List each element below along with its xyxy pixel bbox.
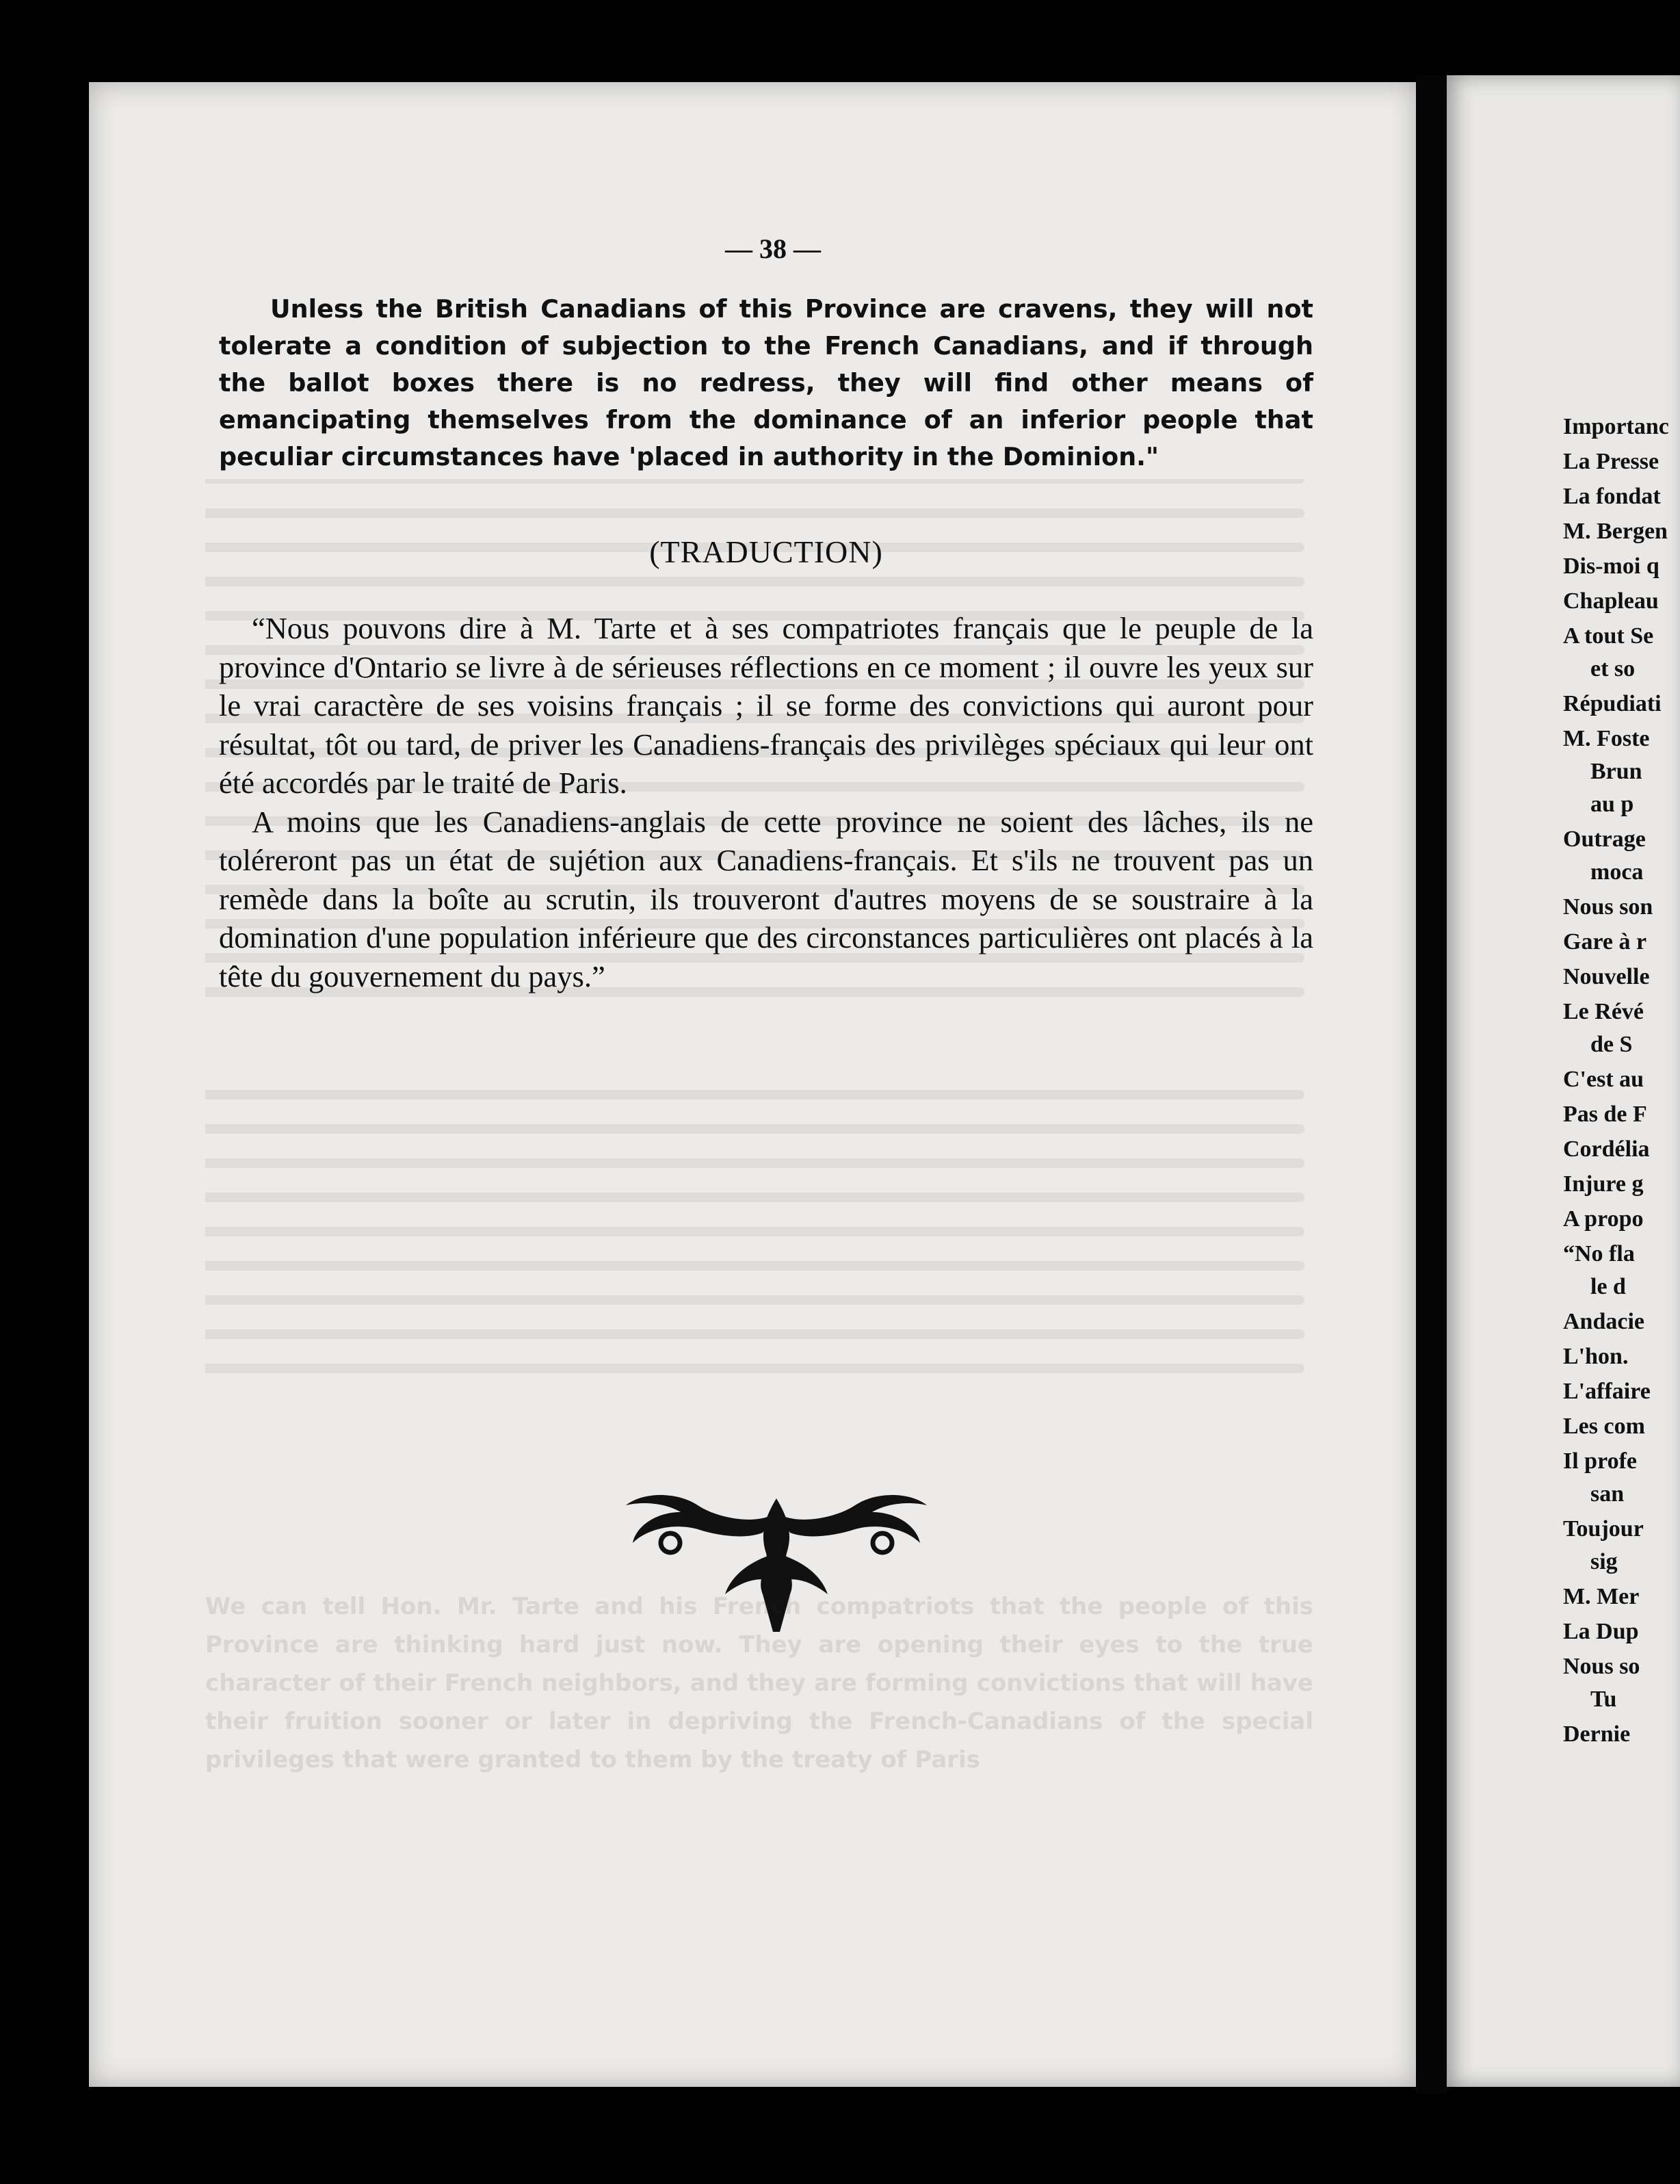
toc-entry-title: “No fla [1563, 1241, 1635, 1266]
toc-entry-title: Toujour [1563, 1516, 1644, 1542]
table-of-contents [1563, 411, 1680, 1753]
toc-entry-continuation: le d [1590, 1274, 1626, 1299]
toc-entry [1563, 1203, 1680, 1238]
toc-entry-title: C'est au [1563, 1067, 1644, 1092]
toc-entry [1563, 620, 1680, 688]
toc-entry-continuation: Brun [1590, 759, 1642, 784]
toc-entry [1563, 550, 1680, 585]
toc-entry [1563, 961, 1680, 996]
toc-entry-continuation: au p [1590, 792, 1634, 817]
toc-entry [1563, 585, 1680, 620]
toc-entry-continuation: de S [1590, 1032, 1633, 1057]
toc-entry-continuation: Tu [1590, 1687, 1617, 1712]
toc-entry-title: Il profe [1563, 1448, 1637, 1474]
toc-entry [1563, 445, 1680, 480]
book-gutter [1416, 75, 1447, 2094]
toc-entry [1563, 515, 1680, 550]
toc-entry [1563, 1305, 1680, 1340]
toc-entry-title: Nous son [1563, 894, 1653, 920]
toc-entry-title: Nous so [1563, 1654, 1640, 1679]
toc-entry [1563, 996, 1680, 1063]
toc-entry-title: Pas de F [1563, 1102, 1647, 1127]
toc-entry [1563, 688, 1680, 723]
toc-entry-title: Le Révé [1563, 999, 1644, 1024]
bleed-through-text: We can tell Hon. Mr. Tarte and his French compatriots that the people of this Province are thinking hard just now. They are opening their eyes to the true character of their French neighbors, and they are forming convictions that will have their fruition sooner or later in depriving the French-Canadians of the special privileges that were granted to them by the treaty of Paris [205, 1593, 1313, 1773]
toc-entry [1563, 1238, 1680, 1305]
toc-entry [1563, 723, 1680, 823]
french-paragraph-1: “Nous pouvons dire à M. Tarte et à ses compatriotes français que le peuple de la province d'Ontario se livre à de sérieuses réflections en ce moment ; il ouvre les yeux sur le vrai caractère de ses voisins français ; il se forme des convictions qui auront pour résultat, tôt ou tard, de priver les Canadiens-français des privilèges spéciaux qui leur ont été accordés par le traité de Paris. [219, 611, 1313, 800]
toc-entry [1563, 1718, 1680, 1753]
toc-entry [1563, 926, 1680, 961]
toc-entry-title: Chapleau [1563, 588, 1659, 614]
toc-entry [1563, 1650, 1680, 1718]
french-translation [219, 609, 1313, 996]
toc-entry-title: M. Bergen [1563, 519, 1668, 544]
toc-entry [1563, 1063, 1680, 1098]
page-number: — 38 — [725, 233, 821, 264]
toc-entry [1563, 1581, 1680, 1615]
toc-entry-title: La Dup [1563, 1619, 1639, 1644]
toc-entry-title: Cordélia [1563, 1136, 1650, 1162]
toc-entry [1563, 1168, 1680, 1203]
toc-entry [1563, 1340, 1680, 1375]
toc-entry-title: Outrage [1563, 827, 1646, 852]
toc-entry-continuation: sig [1590, 1549, 1618, 1574]
toc-entry [1563, 1513, 1680, 1581]
toc-entry-title: L'hon. [1563, 1344, 1629, 1369]
toc-entry [1563, 891, 1680, 926]
toc-entry-title: A propo [1563, 1206, 1644, 1232]
toc-entry-title: Les com [1563, 1414, 1645, 1439]
toc-entry [1563, 1410, 1680, 1445]
toc-entry [1563, 1375, 1680, 1410]
toc-entry-title: M. Foste [1563, 726, 1650, 751]
toc-entry [1563, 1615, 1680, 1650]
toc-entry-continuation: moca [1590, 859, 1644, 885]
toc-entry-continuation: san [1590, 1481, 1625, 1507]
toc-entry-title: Dernie [1563, 1721, 1631, 1747]
toc-entry-title: L'affaire [1563, 1379, 1651, 1404]
toc-entry [1563, 1445, 1680, 1513]
toc-entry [1563, 480, 1680, 515]
toc-entry-title: Nouvelle [1563, 964, 1650, 989]
toc-entry-title: La fondat [1563, 484, 1661, 509]
toc-entry [1563, 1133, 1680, 1168]
section-heading: (TRADUCTION) [649, 534, 883, 569]
toc-entry-title: Gare à r [1563, 929, 1647, 954]
toc-entry-title: Importanc [1563, 414, 1669, 439]
french-paragraph-2: A moins que les Canadiens-anglais de cette province ne soient des lâches, ils ne toléreront pas un état de sujétion aux Canadiens-français. Et s'ils ne trouvent pas un remède dans la boîte au scrutin, ils trouveront d'autres moyens de se soustraire à la domination d'une population inférieure que des circonstances particulières ont placés à la tête du gouvernement du pays.” [219, 804, 1313, 993]
toc-entry [1563, 411, 1680, 445]
toc-entry-title: M. Mer [1563, 1584, 1640, 1609]
toc-entry-title: Répudiati [1563, 691, 1662, 716]
toc-entry-continuation: et so [1590, 656, 1636, 681]
toc-entry-title: A tout Se [1563, 623, 1654, 649]
toc-entry-title: La Presse [1563, 449, 1659, 474]
toc-entry-title: Dis-moi q [1563, 554, 1659, 579]
english-quote-text: Unless the British Canadians of this Province are cravens, they will not tolerate a condition of subjection to the French Canadians, and if through the ballot boxes there is no redress, they will find other means of emancipating themselves from the dominance of an inferior people that peculiar circumstances have 'placed in authority in the Dominion." [219, 294, 1313, 471]
toc-entry [1563, 823, 1680, 891]
toc-entry-title: Injure g [1563, 1171, 1644, 1197]
toc-entry [1563, 1098, 1680, 1133]
toc-entry-title: Andacie [1563, 1309, 1644, 1334]
english-quote [219, 291, 1313, 476]
